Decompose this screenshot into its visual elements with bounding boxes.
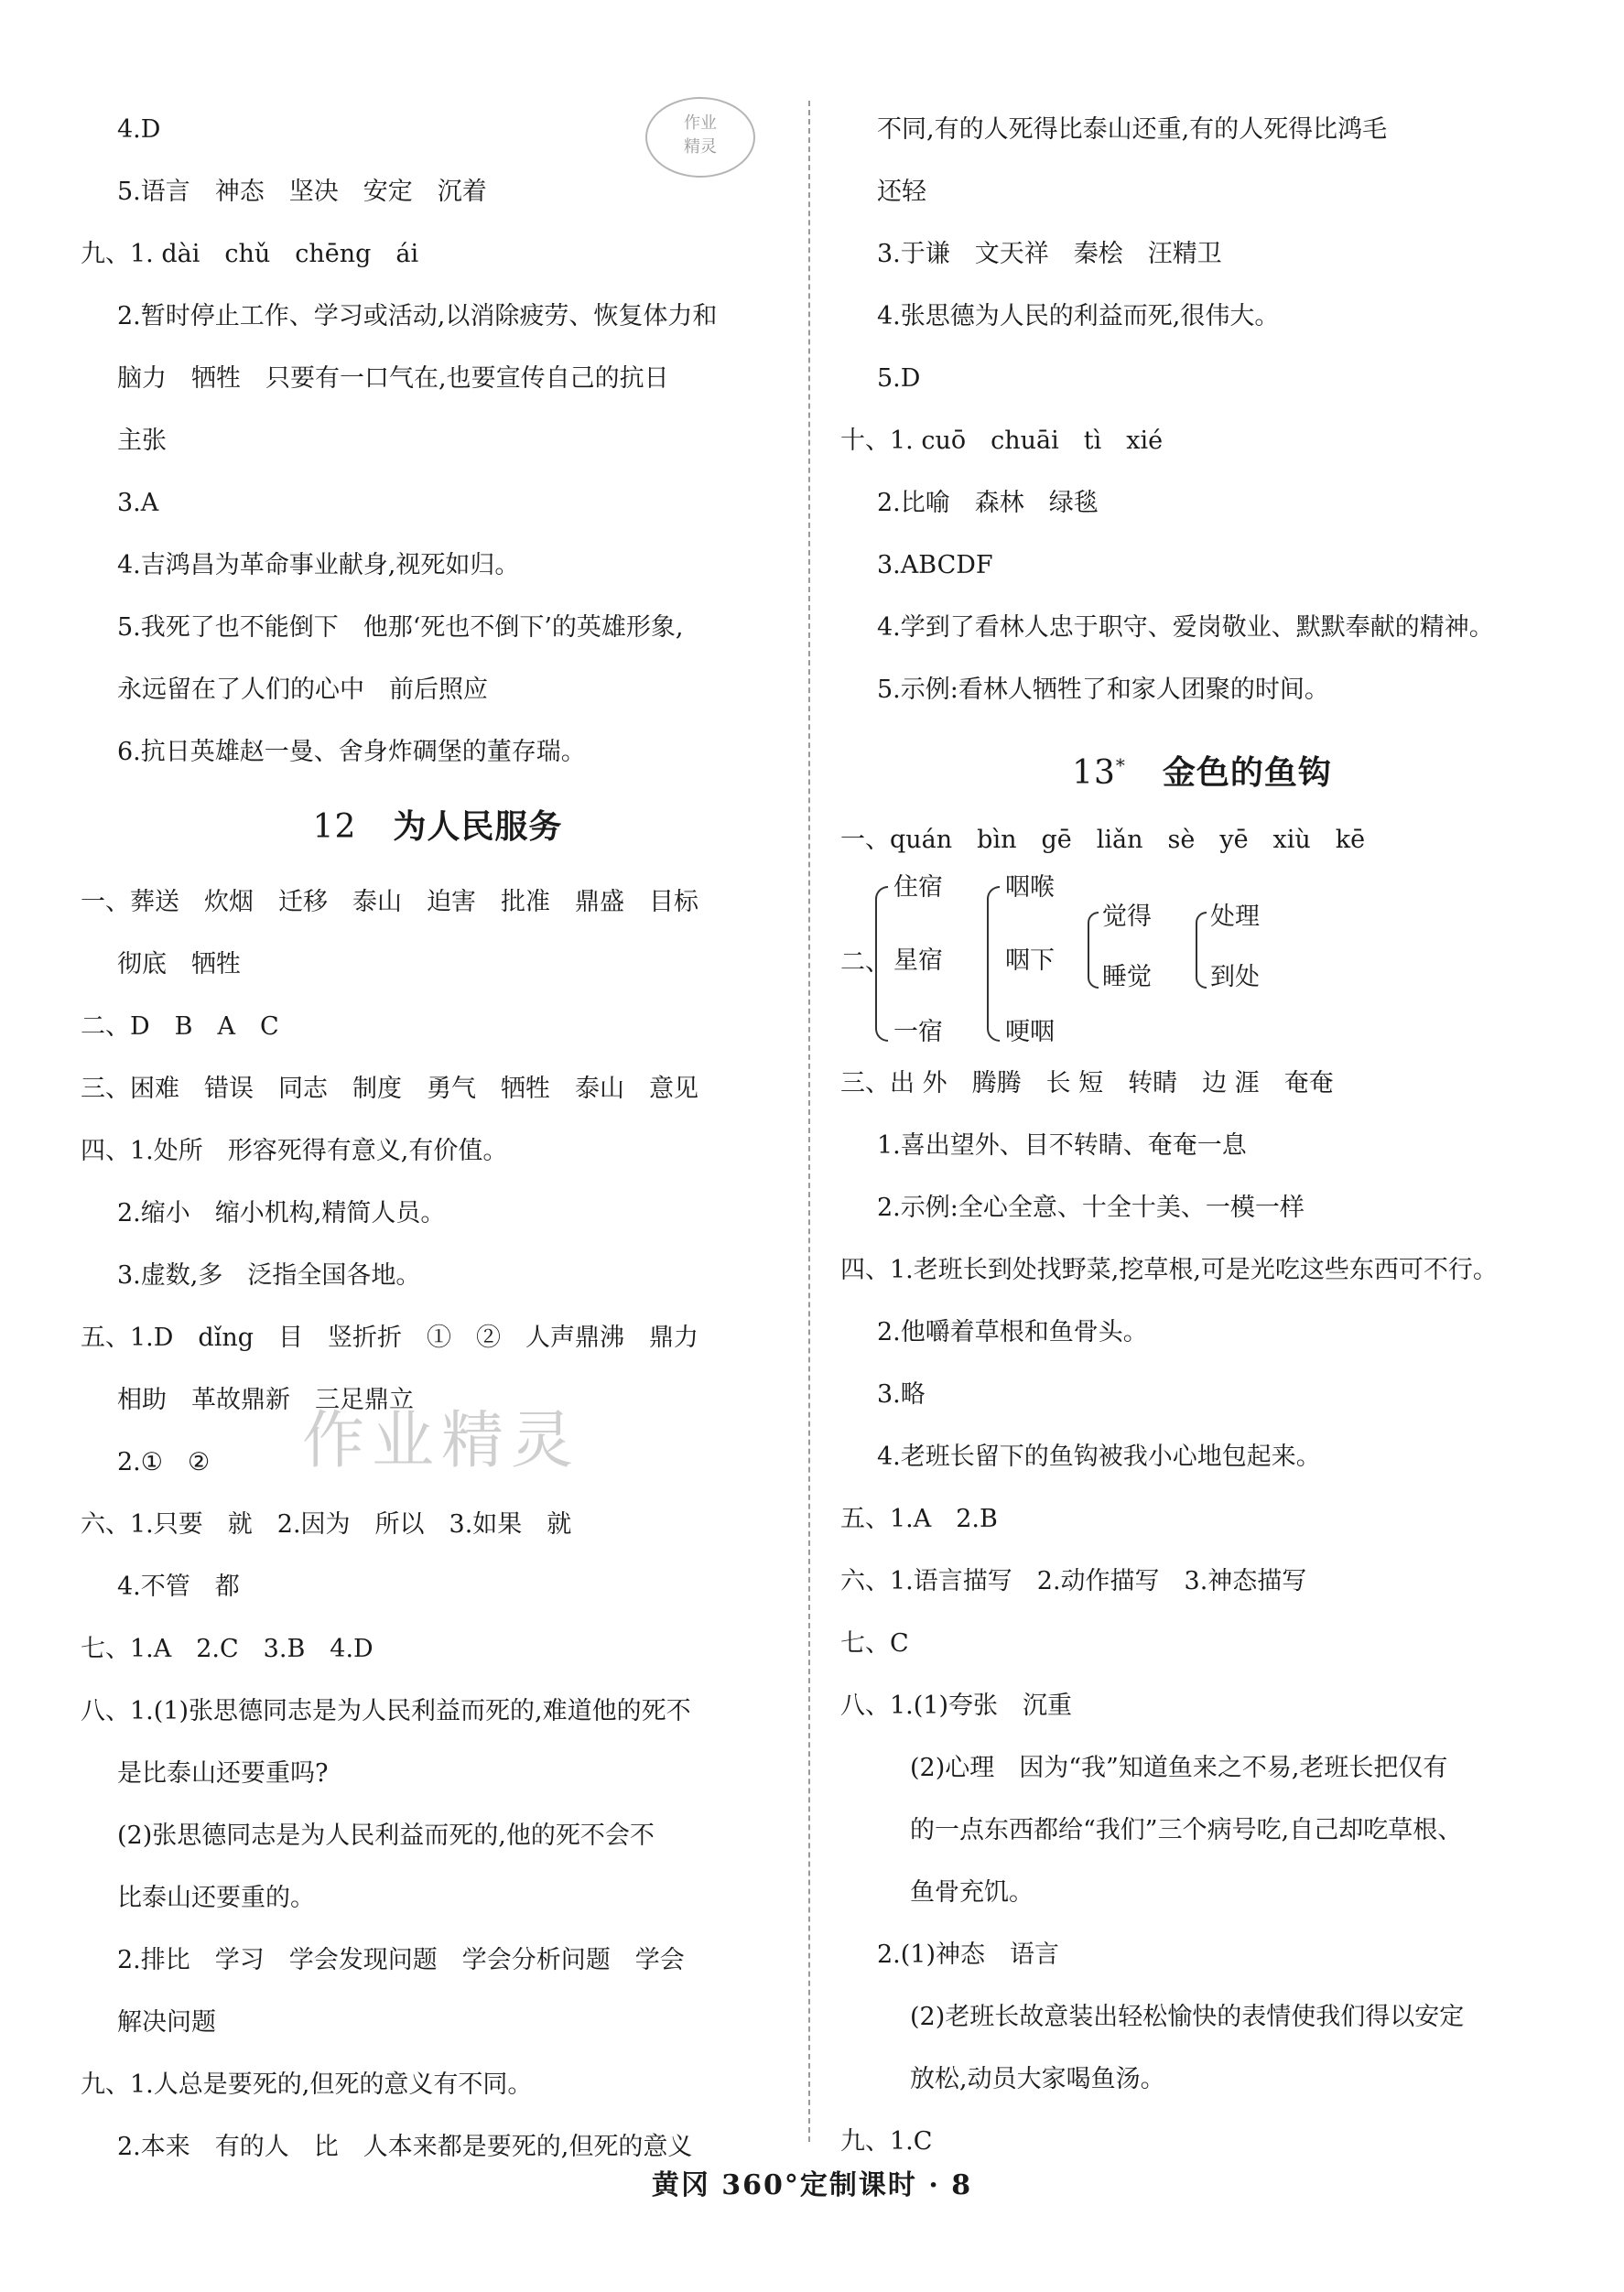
lesson-13-title: [840, 721, 1564, 809]
answer-line: 四、1.处所 形容死得有意义,有价值。: [81, 1137, 508, 1165]
answer-line: 四、1.老班长到处找野菜,挖草根,可是光吃这些东西可不行。: [840, 1256, 1498, 1284]
answer-line: 彻底 牺牲: [117, 950, 241, 978]
brace-2: [987, 886, 1000, 1042]
lesson-number: 13*: [1072, 754, 1126, 792]
word: 咽喉: [1005, 873, 1055, 902]
answer-lines-left-2: [81, 871, 795, 2178]
word: 住宿: [893, 873, 943, 902]
answer-line: 3.ABCDF: [877, 551, 993, 579]
lesson-name: 为人民服务: [393, 808, 563, 846]
answer-line: (2)老班长故意装出轻松愉快的表情使我们得以安定: [910, 2003, 1465, 2031]
answer-line: 2.① ②: [117, 1448, 211, 1476]
answer-line: 七、C: [840, 1629, 909, 1658]
answer-line: 2.本来 有的人 比 人本来都是要死的,但死的意义: [117, 2133, 693, 2161]
answer-lines-left-1: [81, 99, 795, 784]
lesson-name: 金色的鱼钩: [1162, 754, 1332, 792]
brace-1: [875, 886, 888, 1042]
answer-line: 八、1.(1)夸张 沉重: [840, 1692, 1073, 1720]
word: 觉得: [1102, 903, 1152, 931]
brace-4: [1196, 912, 1207, 989]
answer-line: 2.比喻 森林 绿毯: [877, 489, 1099, 517]
answer-lines-right-2: [840, 1053, 1564, 2173]
answer-line: 一、quán bìn gē liǎn sè yē xiù kē: [840, 826, 1366, 854]
watermark: 作业精灵: [302, 1405, 581, 1477]
question-label: 二、: [840, 948, 890, 977]
answer-line: 3.A: [117, 489, 159, 517]
answer-line: 八、1.(1)张思德同志是为人民利益而死的,难道他的死不: [81, 1697, 691, 1725]
answer-line: 4.学到了看林人忠于职守、爱岗敬业、默默奉献的精神。: [877, 613, 1494, 642]
answer-line: 六、1.只要 就 2.因为 所以 3.如果 就: [81, 1510, 572, 1539]
left-column: [81, 99, 795, 2178]
word: 到处: [1210, 963, 1260, 991]
answer-line: 1.喜出望外、目不转睛、奄奄一息: [877, 1131, 1247, 1160]
answer-line: 5.语言 神态 坚决 安定 沉着: [117, 178, 487, 206]
answer-line: 4.吉鸿昌为革命事业献身,视死如归。: [117, 551, 520, 579]
word: 一宿: [893, 1018, 943, 1046]
answer-line: 三、出 外 腾腾 长 短 转睛 边 涯 奄奄: [840, 1069, 1334, 1097]
answer-line: 是比泰山还要重吗?: [117, 1759, 329, 1788]
answer-line: 4.不管 都: [117, 1573, 240, 1601]
answer-line: 2.排比 学习 学会发现问题 学会分析问题 学会: [117, 1946, 685, 1974]
answer-line: 相助 革故鼎新 三足鼎立: [117, 1386, 414, 1414]
word: 星宿: [893, 946, 943, 975]
answer-line: 2.缩小 缩小机构,精简人员。: [117, 1199, 446, 1227]
answer-line: 十、1. cuō chuāi tì xié: [840, 427, 1164, 455]
answer-line: 五、1.D dǐng 目 竖折折 ① ② 人声鼎沸 鼎力: [81, 1324, 698, 1352]
answer-line: 5.示例:看林人牺牲了和家人团聚的时间。: [877, 676, 1329, 704]
answer-line: 5.D: [877, 364, 921, 393]
answer-line: 放松,动员大家喝鱼汤。: [910, 2065, 1165, 2093]
brace-3: [1088, 912, 1099, 989]
answer-line: 七、1.A 2.C 3.B 4.D: [81, 1635, 374, 1663]
answer-line: 2.示例:全心全意、十全十美、一模一样: [877, 1194, 1305, 1222]
answer-line: 不同,有的人死得比泰山还重,有的人死得比鸿毛: [877, 115, 1388, 144]
answer-line: 3.于谦 文天祥 秦桧 汪精卫: [877, 240, 1222, 268]
answer-line: 3.虚数,多 泛指全国各地。: [117, 1261, 421, 1290]
answer-line: 3.略: [877, 1380, 926, 1409]
answer-line: 5.我死了也不能倒下 他那‘死也不倒下’的英雄形象,: [117, 613, 684, 642]
page-footer: 黄冈 360°定制课时 · 8: [651, 2169, 973, 2201]
stamp-text-1: 作业: [684, 114, 717, 133]
answer-lines-right-1: [840, 99, 1564, 721]
answer-line: 六、1.语言描写 2.动作描写 3.神态描写: [840, 1567, 1307, 1595]
answer-line: 6.抗日英雄赵一曼、舍身炸碉堡的董存瑞。: [117, 738, 586, 766]
answer-line: 九、1. dài chǔ chēng ái: [81, 240, 419, 268]
answer-line: 2.暂时停止工作、学习或活动,以消除疲劳、恢复体力和: [117, 302, 718, 330]
answer-line: 脑力 牺牲 只要有一口气在,也要宣传自己的抗日: [117, 364, 669, 393]
answer-line: (2)张思德同志是为人民利益而死的,他的死不会不: [117, 1822, 655, 1850]
answer-line: 4.老班长留下的鱼钩被我小心地包起来。: [877, 1443, 1321, 1471]
answer-line: 2.他嚼着草根和鱼骨头。: [877, 1318, 1148, 1346]
answer-line: 解决问题: [117, 2008, 216, 2037]
word: 处理: [1210, 903, 1260, 931]
answer-line: 鱼骨充饥。: [910, 1878, 1034, 1907]
answer-line: 五、1.A 2.B: [840, 1505, 998, 1533]
answer-line: 的一点东西都给“我们”三个病号吃,自己却吃草根、: [910, 1816, 1463, 1844]
word: 哽咽: [1005, 1018, 1055, 1046]
lesson-number: 12: [312, 808, 357, 846]
answer-line: 4.D: [117, 115, 161, 144]
answer-line: 4.张思德为人民的利益而死,很伟大。: [877, 302, 1280, 330]
bracket-group: [840, 871, 1564, 1053]
answer-line: 三、困难 错误 同志 制度 勇气 牺牲 泰山 意见: [81, 1075, 698, 1103]
lesson-12-title: [81, 784, 795, 871]
answer-line: 九、1.C: [840, 2127, 933, 2156]
word: 睡觉: [1102, 963, 1152, 991]
answer-line: 二、D B A C: [81, 1012, 279, 1041]
answer-line: 还轻: [877, 178, 926, 206]
stamp-text-2: 精灵: [684, 137, 717, 157]
answer-line: (2)心理 因为“我”知道鱼来之不易,老班长把仅有: [910, 1754, 1448, 1782]
right-column: [840, 99, 1564, 2173]
column-divider: [808, 101, 810, 2142]
answer-line: 主张: [117, 427, 167, 455]
answer-line: 比泰山还要重的。: [117, 1884, 315, 1912]
word: 咽下: [1005, 946, 1055, 975]
answer-line: 永远留在了人们的心中 前后照应: [117, 676, 488, 704]
answer-line: 九、1.人总是要死的,但死的意义有不同。: [81, 2070, 533, 2099]
answer-line: 一、葬送 炊烟 迁移 泰山 迫害 批准 鼎盛 目标: [81, 888, 698, 916]
answer-line: 2.(1)神态 语言: [877, 1941, 1060, 1969]
